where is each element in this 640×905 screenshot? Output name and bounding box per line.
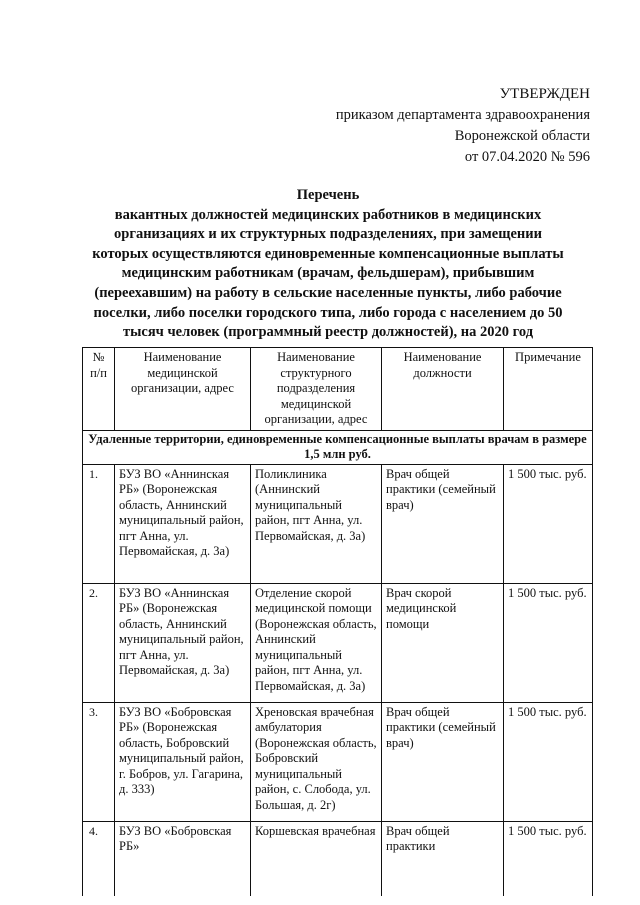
cell-org: БУЗ ВО «Бобровская РБ» (Воронежская область, Бобровский муниципальный район, г. Бобров, ул. Гагарина, д. 333) bbox=[115, 702, 251, 821]
table-row bbox=[83, 583, 593, 702]
cell-position: Врач общей практики (семейный врач) bbox=[382, 464, 504, 583]
approval-line-1: приказом департамента здравоохранения bbox=[335, 107, 590, 123]
title-line: Перечень bbox=[296, 187, 360, 203]
cell-org: БУЗ ВО «Бобровская РБ» bbox=[115, 821, 251, 896]
cell-position: Врач общей практики (семейный врач) bbox=[382, 702, 504, 821]
section-heading: Удаленные территории, единовременные компенсационные выплаты врачам в размере 1,5 млн руб. bbox=[83, 430, 593, 464]
title-line: тысяч человек (программный реестр должностей), на 2020 год bbox=[122, 324, 534, 341]
section-row bbox=[83, 430, 593, 464]
cell-note: 1 500 тыс. руб. bbox=[504, 583, 593, 702]
title-line: (переехавшим) на работу в сельские населенные пункты, либо рабочие bbox=[94, 284, 562, 301]
cell-note: 1 500 тыс. руб. bbox=[504, 702, 593, 821]
cell-note: 1 500 тыс. руб. bbox=[504, 464, 593, 583]
title-line: медицинским работникам (врачам, фельдшерам), прибывшим bbox=[121, 265, 535, 282]
cell-position: Врач скорой медицинской помощи bbox=[382, 583, 504, 702]
approval-block bbox=[336, 84, 590, 168]
header-org: Наименование медицинской организации, адрес bbox=[115, 348, 251, 431]
approval-line-3: от 07.04.2020 № 596 bbox=[464, 149, 590, 165]
document-title bbox=[78, 186, 578, 343]
cell-position: Врач общей практики bbox=[382, 821, 504, 896]
cell-unit: Поликлиника (Аннинский муниципальный район, пгт Анна, ул. Первомайская, д. 3а) bbox=[251, 464, 382, 583]
positions-table bbox=[82, 347, 593, 896]
header-unit: Наименование структурного подразделения медицинской организации, адрес bbox=[251, 348, 382, 431]
cell-unit: Хреновская врачебная амбулатория (Воронежская область, Бобровский муниципальный район, с. Слобода, ул. Большая, д. 2г) bbox=[251, 702, 382, 821]
title-line: организациях и их структурных подразделениях, при замещении bbox=[114, 226, 542, 243]
approval-line-2: Воронежской области bbox=[454, 128, 590, 144]
title-line: вакантных должностей медицинских работников в медицинских bbox=[114, 206, 542, 223]
table-row bbox=[83, 821, 593, 896]
header-num: № п/п bbox=[83, 348, 115, 431]
cell-num: 2. bbox=[83, 583, 115, 702]
title-line: поселки, либо поселки городского типа, либо города с населением до 50 bbox=[93, 304, 563, 321]
title-line: которых осуществляются единовременные компенсационные выплаты bbox=[92, 245, 564, 262]
approval-heading: УТВЕРЖДЕН bbox=[499, 86, 590, 102]
cell-num: 4. bbox=[83, 821, 115, 896]
cell-num: 3. bbox=[83, 702, 115, 821]
table-row bbox=[83, 702, 593, 821]
cell-org: БУЗ ВО «Аннинская РБ» (Воронежская область, Аннинский муниципальный район, пгт Анна, ул. Первомайская, д. 3а) bbox=[115, 583, 251, 702]
cell-num: 1. bbox=[83, 464, 115, 583]
header-position: Наименование должности bbox=[382, 348, 504, 431]
table-header-row bbox=[83, 348, 593, 431]
cell-org: БУЗ ВО «Аннинская РБ» (Воронежская область, Аннинский муниципальный район, пгт Анна, ул. Первомайская, д. 3а) bbox=[115, 464, 251, 583]
cell-unit: Коршевская врачебная bbox=[251, 821, 382, 896]
cell-unit: Отделение скорой медицинской помощи (Воронежская область, Аннинский муниципальный район, пгт Анна, ул. Первомайская, д. 3а) bbox=[251, 583, 382, 702]
table-row bbox=[83, 464, 593, 583]
cell-note: 1 500 тыс. руб. bbox=[504, 821, 593, 896]
header-note: Примечание bbox=[504, 348, 593, 431]
